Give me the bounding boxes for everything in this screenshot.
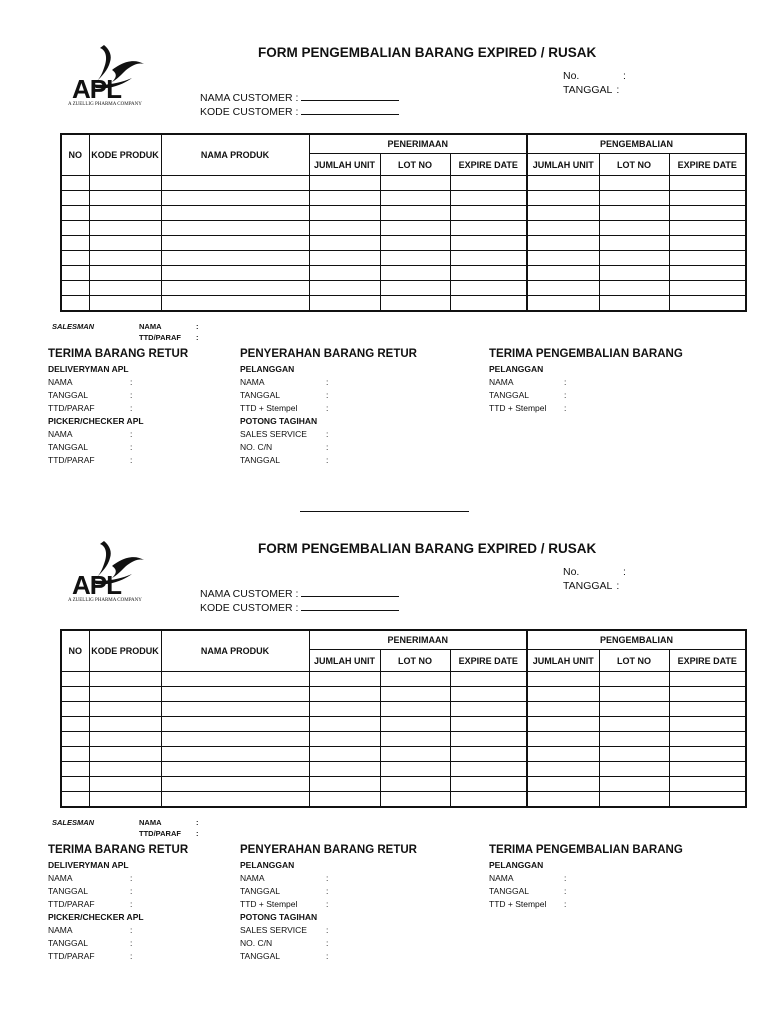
- table-cell[interactable]: [669, 732, 746, 747]
- table-cell[interactable]: [450, 672, 527, 687]
- field-row[interactable]: TANGGAL :: [489, 390, 567, 400]
- table-cell[interactable]: [527, 717, 599, 732]
- deliveryman-label: DELIVERYMAN APL: [48, 364, 129, 374]
- table-cell[interactable]: [380, 672, 450, 687]
- table-cell[interactable]: [599, 236, 669, 251]
- table-cell[interactable]: [669, 702, 746, 717]
- table-row: [61, 777, 746, 792]
- table-cell[interactable]: [89, 762, 161, 777]
- table-cell[interactable]: [380, 176, 450, 191]
- table-row: [61, 191, 746, 206]
- table-cell[interactable]: [527, 221, 599, 236]
- table-cell[interactable]: [669, 717, 746, 732]
- table-cell[interactable]: [450, 717, 527, 732]
- field-row[interactable]: TANGGAL :: [48, 442, 133, 452]
- field-row[interactable]: TTD + Stempel :: [240, 899, 329, 909]
- deliveryman-label: DELIVERYMAN APL: [48, 860, 129, 870]
- table-cell[interactable]: [61, 281, 89, 296]
- col-jumlah-unit: JUMLAH UNIT: [309, 154, 380, 176]
- table-cell[interactable]: [61, 266, 89, 281]
- table-cell[interactable]: [669, 191, 746, 206]
- field-row[interactable]: NAMA :: [489, 377, 567, 387]
- field-row[interactable]: SALES SERVICE :: [240, 925, 329, 935]
- table-cell[interactable]: [450, 747, 527, 762]
- table-cell[interactable]: [161, 777, 309, 792]
- table-cell[interactable]: [161, 221, 309, 236]
- table-cell[interactable]: [527, 206, 599, 221]
- col-lot-no: LOT NO: [380, 154, 450, 176]
- table-cell[interactable]: [89, 687, 161, 702]
- table-cell[interactable]: [527, 702, 599, 717]
- table-cell[interactable]: [599, 732, 669, 747]
- table-cell[interactable]: [161, 672, 309, 687]
- field-row[interactable]: TANGGAL :: [48, 938, 133, 948]
- table-cell[interactable]: [380, 191, 450, 206]
- kode-customer-label: KODE CUSTOMER: [200, 602, 293, 614]
- pelanggan-label: PELANGGAN: [240, 860, 295, 870]
- table-cell[interactable]: [669, 236, 746, 251]
- col-penerimaan: PENERIMAAN: [309, 630, 527, 650]
- kode-customer-field[interactable]: KODE CUSTOMER :: [200, 601, 399, 614]
- logo-wordmark: APL: [72, 570, 121, 600]
- table-cell[interactable]: [89, 792, 161, 808]
- field-row[interactable]: NAMA :: [48, 873, 133, 883]
- tanggal-field[interactable]: TANGGAL :: [563, 580, 620, 592]
- field-row[interactable]: TANGGAL :: [240, 886, 329, 896]
- table-cell[interactable]: [599, 206, 669, 221]
- table-cell[interactable]: [161, 702, 309, 717]
- field-row[interactable]: TTD/PARAF :: [48, 951, 133, 961]
- table-cell[interactable]: [527, 747, 599, 762]
- table-cell[interactable]: [61, 792, 89, 808]
- apl-logo: [62, 40, 162, 120]
- table-cell[interactable]: [161, 762, 309, 777]
- field-row[interactable]: TTD/PARAF :: [48, 403, 133, 413]
- table-row: [61, 236, 746, 251]
- table-cell[interactable]: [380, 221, 450, 236]
- table-cell[interactable]: [599, 176, 669, 191]
- field-row[interactable]: TTD + Stempel :: [240, 403, 329, 413]
- col-lot-no: LOT NO: [599, 650, 669, 672]
- table-cell[interactable]: [669, 296, 746, 312]
- return-form: APL A ZUELLIG PHARMA COMPANY FORM PENGEMBALIAN BARANG EXPIRED / RUSAK No. : TANGGAL : NAMA CUSTOMER : KODE CUSTOMER : NO KODE PRODUK NAMA PRODUK PENERIMAAN PENGEMBALIAN JUMLAH UNIT LOT NO EXPIRE DATE JUMLAH UNIT LOT NO EXPIRE DATE SALESMAN NAMA : TTD/PARAF : TERIMA BARANG RETUR DELIVERYMAN APL NAMA : TANGGAL : TTD/PARAF : PICKER/CHECKER APL NAMA : TANGGAL : TTD/PARAF : PENYERAHAN BARANG RETUR PELANGGAN NAMA : TANGGAL : TTD + Stempel : POTONG TAGIHAN SALES SERVICE : NO. C/N : TANGGAL : TERIMA PENGEMBALIAN BARANG PELANGGAN NAMA : TANGGAL : TTD + Stempel :: [0, 496, 768, 966]
- terima-pengembalian-section: [489, 348, 683, 416]
- table-cell[interactable]: [309, 732, 380, 747]
- col-pengembalian: PENGEMBALIAN: [527, 630, 746, 650]
- table-cell[interactable]: [599, 687, 669, 702]
- table-cell[interactable]: [161, 266, 309, 281]
- table-cell[interactable]: [527, 251, 599, 266]
- table-cell[interactable]: [669, 206, 746, 221]
- table-cell[interactable]: [161, 687, 309, 702]
- table-cell[interactable]: [309, 296, 380, 312]
- col-no: NO: [61, 630, 89, 672]
- penyerahan-retur-title: PENYERAHAN BARANG RETUR: [240, 348, 417, 360]
- table-cell[interactable]: [380, 251, 450, 266]
- table-cell[interactable]: [89, 176, 161, 191]
- table-cell[interactable]: [309, 206, 380, 221]
- field-row[interactable]: TANGGAL :: [48, 390, 133, 400]
- table-cell[interactable]: [61, 176, 89, 191]
- table-cell[interactable]: [599, 792, 669, 808]
- table-cell[interactable]: [599, 266, 669, 281]
- table-cell[interactable]: [669, 281, 746, 296]
- pelanggan-label: PELANGGAN: [489, 860, 544, 870]
- table-cell[interactable]: [61, 687, 89, 702]
- table-row: [61, 747, 746, 762]
- table-cell[interactable]: [450, 176, 527, 191]
- field-row[interactable]: TTD/PARAF :: [48, 899, 133, 909]
- no-field[interactable]: No. :: [563, 566, 626, 578]
- table-row: [61, 296, 746, 312]
- col-jumlah-unit: JUMLAH UNIT: [309, 650, 380, 672]
- pelanggan-label: PELANGGAN: [489, 364, 544, 374]
- table-cell[interactable]: [309, 762, 380, 777]
- field-row[interactable]: NO. C/N :: [240, 938, 329, 948]
- no-label: No.: [563, 70, 580, 82]
- table-cell[interactable]: [61, 732, 89, 747]
- table-cell[interactable]: [61, 777, 89, 792]
- table-cell[interactable]: [599, 191, 669, 206]
- table-cell[interactable]: [450, 266, 527, 281]
- field-row[interactable]: NAMA :: [48, 925, 133, 935]
- table-cell[interactable]: [599, 777, 669, 792]
- field-row[interactable]: NAMA :: [240, 873, 329, 883]
- table-cell[interactable]: [161, 792, 309, 808]
- table-cell[interactable]: [309, 702, 380, 717]
- table-cell[interactable]: [527, 266, 599, 281]
- penyerahan-retur-title: PENYERAHAN BARANG RETUR: [240, 844, 417, 856]
- salesman-nama-label: NAMA: [139, 322, 162, 331]
- col-penerimaan: PENERIMAAN: [309, 134, 527, 154]
- field-row[interactable]: TTD + Stempel :: [489, 403, 567, 413]
- field-row[interactable]: TTD + Stempel :: [489, 899, 567, 909]
- table-cell[interactable]: [527, 191, 599, 206]
- table-cell[interactable]: [450, 702, 527, 717]
- field-row[interactable]: NAMA :: [48, 429, 133, 439]
- table-cell[interactable]: [161, 732, 309, 747]
- field-row[interactable]: NAMA :: [48, 377, 133, 387]
- return-items-table: [60, 629, 747, 808]
- terima-pengembalian-section: [489, 844, 683, 912]
- table-row: [61, 281, 746, 296]
- col-jumlah-unit: JUMLAH UNIT: [527, 650, 599, 672]
- table-cell[interactable]: [669, 672, 746, 687]
- logo-tagline: A ZUELLIG PHARMA COMPANY: [68, 102, 142, 107]
- table-cell[interactable]: [89, 266, 161, 281]
- table-cell[interactable]: [450, 732, 527, 747]
- table-cell[interactable]: [599, 221, 669, 236]
- table-cell[interactable]: [599, 702, 669, 717]
- table-cell[interactable]: [380, 747, 450, 762]
- table-cell[interactable]: [527, 236, 599, 251]
- table-cell[interactable]: [599, 296, 669, 312]
- field-row[interactable]: NAMA :: [240, 377, 329, 387]
- salesman-label: SALESMAN: [52, 818, 95, 827]
- table-cell[interactable]: [599, 747, 669, 762]
- table-cell[interactable]: [669, 792, 746, 808]
- table-row: [61, 702, 746, 717]
- field-row[interactable]: TANGGAL :: [240, 390, 329, 400]
- nama-customer-field[interactable]: NAMA CUSTOMER :: [200, 91, 399, 104]
- table-cell[interactable]: [669, 221, 746, 236]
- table-cell[interactable]: [527, 296, 599, 312]
- table-cell[interactable]: [161, 717, 309, 732]
- table-cell[interactable]: [380, 281, 450, 296]
- penyerahan-retur-section: [240, 844, 417, 964]
- col-expire-date: EXPIRE DATE: [450, 154, 527, 176]
- table-cell[interactable]: [161, 296, 309, 312]
- table-cell[interactable]: [61, 762, 89, 777]
- table-cell[interactable]: [89, 221, 161, 236]
- table-cell[interactable]: [309, 236, 380, 251]
- table-row: [61, 762, 746, 777]
- table-cell[interactable]: [89, 206, 161, 221]
- table-cell[interactable]: [380, 296, 450, 312]
- col-nama-produk: NAMA PRODUK: [161, 630, 309, 672]
- table-cell[interactable]: [527, 281, 599, 296]
- table-cell[interactable]: [599, 281, 669, 296]
- table-cell[interactable]: [89, 191, 161, 206]
- table-cell[interactable]: [61, 672, 89, 687]
- terima-retur-section: [48, 844, 188, 964]
- table-cell[interactable]: [599, 251, 669, 266]
- table-cell[interactable]: [380, 762, 450, 777]
- table-cell[interactable]: [527, 777, 599, 792]
- table-cell[interactable]: [309, 747, 380, 762]
- table-cell[interactable]: [309, 717, 380, 732]
- terima-pengembalian-title: TERIMA PENGEMBALIAN BARANG: [489, 348, 683, 360]
- field-row[interactable]: TANGGAL :: [489, 886, 567, 896]
- table-cell[interactable]: [527, 792, 599, 808]
- pelanggan-label: PELANGGAN: [240, 364, 295, 374]
- table-cell[interactable]: [527, 687, 599, 702]
- table-row: [61, 687, 746, 702]
- terima-retur-title: TERIMA BARANG RETUR: [48, 348, 189, 360]
- table-cell[interactable]: [61, 702, 89, 717]
- no-label: No.: [563, 566, 580, 578]
- tanggal-label: TANGGAL: [563, 84, 613, 96]
- tanggal-label: TANGGAL: [563, 580, 613, 592]
- table-cell[interactable]: [380, 777, 450, 792]
- col-expire-date: EXPIRE DATE: [669, 154, 746, 176]
- table-cell[interactable]: [161, 281, 309, 296]
- table-row: [61, 176, 746, 191]
- table-cell[interactable]: [450, 236, 527, 251]
- table-cell[interactable]: [61, 236, 89, 251]
- return-items-table: [60, 133, 747, 312]
- table-cell[interactable]: [380, 266, 450, 281]
- field-row[interactable]: SALES SERVICE :: [240, 429, 329, 439]
- salesman-ttd-label: TTD/PARAF: [139, 829, 181, 838]
- table-cell[interactable]: [669, 747, 746, 762]
- table-row: [61, 792, 746, 808]
- table-cell[interactable]: [669, 777, 746, 792]
- field-row[interactable]: TANGGAL :: [48, 886, 133, 896]
- table-cell[interactable]: [89, 747, 161, 762]
- table-cell[interactable]: [309, 777, 380, 792]
- table-row: [61, 221, 746, 236]
- kode-customer-field[interactable]: KODE CUSTOMER :: [200, 105, 399, 118]
- tanggal-field[interactable]: TANGGAL :: [563, 84, 620, 96]
- table-cell[interactable]: [450, 191, 527, 206]
- field-row[interactable]: NO. C/N :: [240, 442, 329, 452]
- table-row: [61, 732, 746, 747]
- table-cell[interactable]: [61, 296, 89, 312]
- nama-customer-field[interactable]: NAMA CUSTOMER :: [200, 587, 399, 600]
- table-cell[interactable]: [89, 717, 161, 732]
- table-cell[interactable]: [309, 221, 380, 236]
- table-cell[interactable]: [599, 672, 669, 687]
- table-row: [61, 717, 746, 732]
- col-kode-produk: KODE PRODUK: [89, 134, 161, 176]
- table-cell[interactable]: [669, 251, 746, 266]
- logo-wordmark: APL: [72, 74, 121, 104]
- potong-tagihan-label: POTONG TAGIHAN: [240, 912, 318, 922]
- table-cell[interactable]: [450, 296, 527, 312]
- nama-customer-label: NAMA CUSTOMER: [200, 92, 293, 104]
- table-cell[interactable]: [380, 732, 450, 747]
- kode-customer-label: KODE CUSTOMER: [200, 106, 293, 118]
- table-cell[interactable]: [89, 281, 161, 296]
- table-row: [61, 206, 746, 221]
- col-nama-produk: NAMA PRODUK: [161, 134, 309, 176]
- field-row[interactable]: NAMA :: [489, 873, 567, 883]
- table-cell[interactable]: [527, 732, 599, 747]
- table-row: [61, 251, 746, 266]
- table-cell[interactable]: [309, 792, 380, 808]
- table-cell[interactable]: [61, 206, 89, 221]
- no-field[interactable]: No. :: [563, 70, 626, 82]
- col-expire-date: EXPIRE DATE: [669, 650, 746, 672]
- table-cell[interactable]: [450, 687, 527, 702]
- table-cell[interactable]: [161, 176, 309, 191]
- table-cell[interactable]: [669, 176, 746, 191]
- table-cell[interactable]: [380, 792, 450, 808]
- table-cell[interactable]: [61, 717, 89, 732]
- table-cell[interactable]: [89, 672, 161, 687]
- table-cell[interactable]: [89, 702, 161, 717]
- table-cell[interactable]: [309, 266, 380, 281]
- table-cell[interactable]: [89, 236, 161, 251]
- cut-line: [300, 511, 469, 512]
- table-cell[interactable]: [450, 777, 527, 792]
- table-cell[interactable]: [669, 762, 746, 777]
- field-row[interactable]: TANGGAL :: [240, 951, 329, 961]
- form-title: FORM PENGEMBALIAN BARANG EXPIRED / RUSAK: [258, 541, 597, 556]
- table-cell[interactable]: [89, 732, 161, 747]
- table-cell[interactable]: [450, 221, 527, 236]
- terima-pengembalian-title: TERIMA PENGEMBALIAN BARANG: [489, 844, 683, 856]
- table-cell[interactable]: [527, 176, 599, 191]
- table-row: [61, 266, 746, 281]
- table-cell[interactable]: [380, 702, 450, 717]
- table-cell[interactable]: [599, 717, 669, 732]
- table-cell[interactable]: [61, 747, 89, 762]
- table-cell[interactable]: [61, 191, 89, 206]
- table-cell[interactable]: [450, 792, 527, 808]
- table-cell[interactable]: [669, 687, 746, 702]
- table-cell[interactable]: [161, 251, 309, 266]
- terima-retur-title: TERIMA BARANG RETUR: [48, 844, 189, 856]
- table-cell[interactable]: [450, 206, 527, 221]
- col-no: NO: [61, 134, 89, 176]
- salesman-ttd-label: TTD/PARAF: [139, 333, 181, 342]
- col-lot-no: LOT NO: [380, 650, 450, 672]
- col-kode-produk: KODE PRODUK: [89, 630, 161, 672]
- return-form: APL A ZUELLIG PHARMA COMPANY FORM PENGEMBALIAN BARANG EXPIRED / RUSAK No. : TANGGAL : NAMA CUSTOMER : KODE CUSTOMER : NO KODE PRODUK NAMA PRODUK PENERIMAAN PENGEMBALIAN JUMLAH UNIT LOT NO EXPIRE DATE JUMLAH UNIT LOT NO EXPIRE DATE SALESMAN NAMA : TTD/PARAF : TERIMA BARANG RETUR DELIVERYMAN APL NAMA : TANGGAL : TTD/PARAF : PICKER/CHECKER APL NAMA : TANGGAL : TTD/PARAF : PENYERAHAN BARANG RETUR PELANGGAN NAMA : TANGGAL : TTD + Stempel : POTONG TAGIHAN SALES SERVICE : NO. C/N : TANGGAL : TERIMA PENGEMBALIAN BARANG PELANGGAN NAMA : TANGGAL : TTD + Stempel :: [0, 0, 768, 470]
- picker-checker-label: PICKER/CHECKER APL: [48, 912, 144, 922]
- table-cell[interactable]: [669, 266, 746, 281]
- col-lot-no: LOT NO: [599, 154, 669, 176]
- table-cell[interactable]: [450, 281, 527, 296]
- table-cell[interactable]: [599, 762, 669, 777]
- table-cell[interactable]: [309, 281, 380, 296]
- table-cell[interactable]: [309, 176, 380, 191]
- table-cell[interactable]: [89, 251, 161, 266]
- nama-customer-label: NAMA CUSTOMER: [200, 588, 293, 600]
- table-cell[interactable]: [380, 717, 450, 732]
- table-cell[interactable]: [309, 672, 380, 687]
- table-cell[interactable]: [380, 687, 450, 702]
- table-cell[interactable]: [161, 236, 309, 251]
- terima-retur-section: [48, 348, 188, 468]
- col-jumlah-unit: JUMLAH UNIT: [527, 154, 599, 176]
- salesman-nama-label: NAMA: [139, 818, 162, 827]
- table-cell[interactable]: [161, 191, 309, 206]
- table-cell[interactable]: [527, 762, 599, 777]
- table-cell[interactable]: [161, 747, 309, 762]
- penyerahan-retur-section: [240, 348, 417, 468]
- table-cell[interactable]: [89, 777, 161, 792]
- field-row[interactable]: TTD/PARAF :: [48, 455, 133, 465]
- col-pengembalian: PENGEMBALIAN: [527, 134, 746, 154]
- table-cell[interactable]: [309, 251, 380, 266]
- apl-logo: [62, 536, 162, 616]
- field-row[interactable]: TANGGAL :: [240, 455, 329, 465]
- table-cell[interactable]: [89, 296, 161, 312]
- salesman-label: SALESMAN: [52, 322, 95, 331]
- logo-tagline: A ZUELLIG PHARMA COMPANY: [68, 598, 142, 603]
- table-cell[interactable]: [380, 206, 450, 221]
- table-cell[interactable]: [309, 687, 380, 702]
- table-cell[interactable]: [450, 762, 527, 777]
- table-cell[interactable]: [61, 251, 89, 266]
- table-cell[interactable]: [61, 221, 89, 236]
- table-cell[interactable]: [527, 672, 599, 687]
- col-expire-date: EXPIRE DATE: [450, 650, 527, 672]
- picker-checker-label: PICKER/CHECKER APL: [48, 416, 144, 426]
- potong-tagihan-label: POTONG TAGIHAN: [240, 416, 318, 426]
- table-cell[interactable]: [380, 236, 450, 251]
- table-row: [61, 672, 746, 687]
- table-cell[interactable]: [161, 206, 309, 221]
- form-title: FORM PENGEMBALIAN BARANG EXPIRED / RUSAK: [258, 45, 597, 60]
- table-cell[interactable]: [309, 191, 380, 206]
- table-cell[interactable]: [450, 251, 527, 266]
